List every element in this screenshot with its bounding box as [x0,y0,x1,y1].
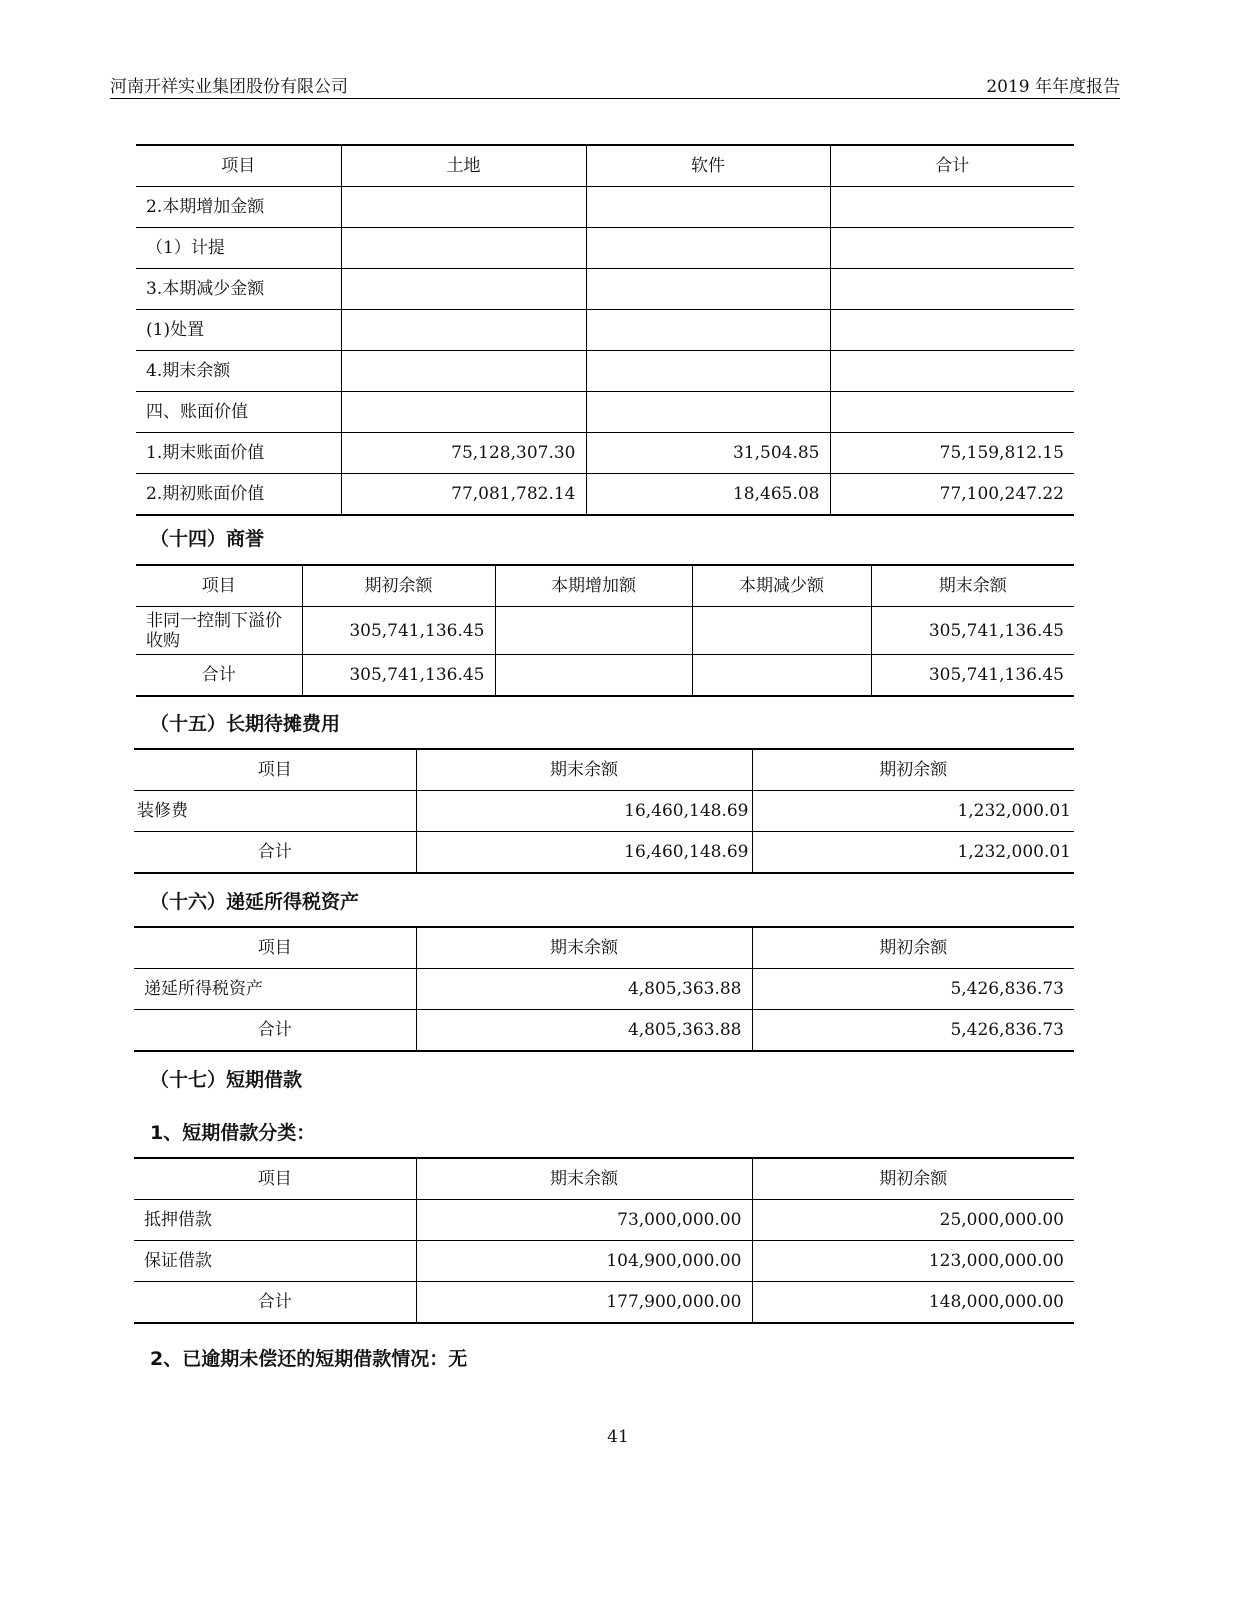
header-cell: 期末余额 [416,1158,752,1200]
cell: 18,465.08 [586,474,830,516]
cell [341,310,586,351]
cell: 16,460,148.69 [416,832,752,874]
row-label: 合计 [134,832,416,874]
cell: 305,741,136.45 [871,655,1074,697]
header-cell: 期初余额 [752,1158,1074,1200]
cell [495,655,692,697]
cell: 4,805,363.88 [416,1010,752,1052]
table-row [136,433,1074,474]
goodwill-heading: （十四）商誉 [150,528,265,550]
cell [495,607,692,655]
table-row [136,607,1074,655]
table-row [134,832,1074,874]
report-title: 2019 年年度报告 [986,77,1120,97]
row-label: （1）计提 [136,228,341,269]
page-header [110,70,1120,99]
cell: 75,128,307.30 [341,433,586,474]
header-cell: 项目 [136,565,302,607]
cell: 5,426,836.73 [752,1010,1074,1052]
cell [692,655,871,697]
cell: 25,000,000.00 [752,1200,1074,1241]
cell [341,269,586,310]
table-row [134,1010,1074,1052]
table-header-row [134,1158,1074,1200]
cell: 123,000,000.00 [752,1241,1074,1282]
table-row [136,269,1074,310]
prepaid-expenses-table [134,748,1074,874]
table-row [136,228,1074,269]
cell: 73,000,000.00 [416,1200,752,1241]
header-cell: 期末余额 [871,565,1074,607]
table-row [136,187,1074,228]
cell [341,392,586,433]
cell [586,228,830,269]
short-loans-heading: （十七）短期借款 [150,1069,303,1091]
cell: 305,741,136.45 [302,655,495,697]
table-row [136,351,1074,392]
table-header-row [136,565,1074,607]
table-row [136,310,1074,351]
deferred-tax-table [134,926,1074,1052]
table-row [136,392,1074,433]
header-cell: 项目 [136,145,341,187]
cell: 4,805,363.88 [416,969,752,1010]
header-cell: 项目 [134,749,416,791]
page-number: 41 [607,1427,629,1447]
table-row [136,474,1074,516]
header-cell: 合计 [830,145,1074,187]
header-cell: 项目 [134,1158,416,1200]
row-label: 2.期初账面价值 [136,474,341,516]
row-label: 抵押借款 [134,1200,416,1241]
cell: 77,081,782.14 [341,474,586,516]
header-cell: 本期减少额 [692,565,871,607]
table-row [134,791,1074,832]
row-label: 合计 [134,1010,416,1052]
header-cell: 期末余额 [416,927,752,969]
cell: 1,232,000.01 [752,791,1074,832]
header-cell: 项目 [134,927,416,969]
row-label: 四、账面价值 [136,392,341,433]
cell: 148,000,000.00 [752,1282,1074,1324]
row-label: 装修费 [134,791,416,832]
cell [830,228,1074,269]
cell: 104,900,000.00 [416,1241,752,1282]
table-row [134,1200,1074,1241]
row-label: 合计 [134,1282,416,1324]
cell [830,392,1074,433]
row-label: 3.本期减少金额 [136,269,341,310]
table-row [136,655,1074,697]
cell [341,187,586,228]
table-header-row [136,145,1074,187]
cell [830,269,1074,310]
company-name: 河南开祥实业集团股份有限公司 [110,77,348,97]
cell: 5,426,836.73 [752,969,1074,1010]
table-header-row [134,749,1074,791]
cell: 305,741,136.45 [302,607,495,655]
cell [586,187,830,228]
intangible-assets-table [136,144,1074,516]
table-header-row [134,927,1074,969]
prepaid-heading: （十五）长期待摊费用 [150,713,341,735]
cell: 77,100,247.22 [830,474,1074,516]
cell [692,607,871,655]
cell: 177,900,000.00 [416,1282,752,1324]
cell: 1,232,000.01 [752,832,1074,874]
row-label: 非同一控制下溢价收购 [136,607,302,655]
row-label: 合计 [136,655,302,697]
row-label: 4.期末余额 [136,351,341,392]
cell [341,351,586,392]
cell [586,351,830,392]
overdue-note: 2、已逾期未偿还的短期借款情况：无 [150,1348,468,1370]
table-row [134,969,1074,1010]
cell: 75,159,812.15 [830,433,1074,474]
short-loans-subtitle: 1、短期借款分类： [150,1122,316,1144]
header-cell: 本期增加额 [495,565,692,607]
cell: 305,741,136.45 [871,607,1074,655]
cell: 31,504.85 [586,433,830,474]
row-label: 2.本期增加金额 [136,187,341,228]
deferred-tax-heading: （十六）递延所得税资产 [150,891,360,913]
table-row [134,1241,1074,1282]
cell [586,392,830,433]
short-loans-table [134,1157,1074,1324]
goodwill-table [136,564,1074,697]
cell [830,310,1074,351]
row-label: 1.期末账面价值 [136,433,341,474]
cell [830,187,1074,228]
cell [341,228,586,269]
cell [586,310,830,351]
table-row [134,1282,1074,1324]
header-cell: 期初余额 [752,749,1074,791]
row-label: 保证借款 [134,1241,416,1282]
row-label: 递延所得税资产 [134,969,416,1010]
row-label: (1)处置 [136,310,341,351]
cell [830,351,1074,392]
cell [586,269,830,310]
header-cell: 期初余额 [302,565,495,607]
header-cell: 软件 [586,145,830,187]
header-cell: 土地 [341,145,586,187]
cell: 16,460,148.69 [416,791,752,832]
header-cell: 期末余额 [416,749,752,791]
header-cell: 期初余额 [752,927,1074,969]
